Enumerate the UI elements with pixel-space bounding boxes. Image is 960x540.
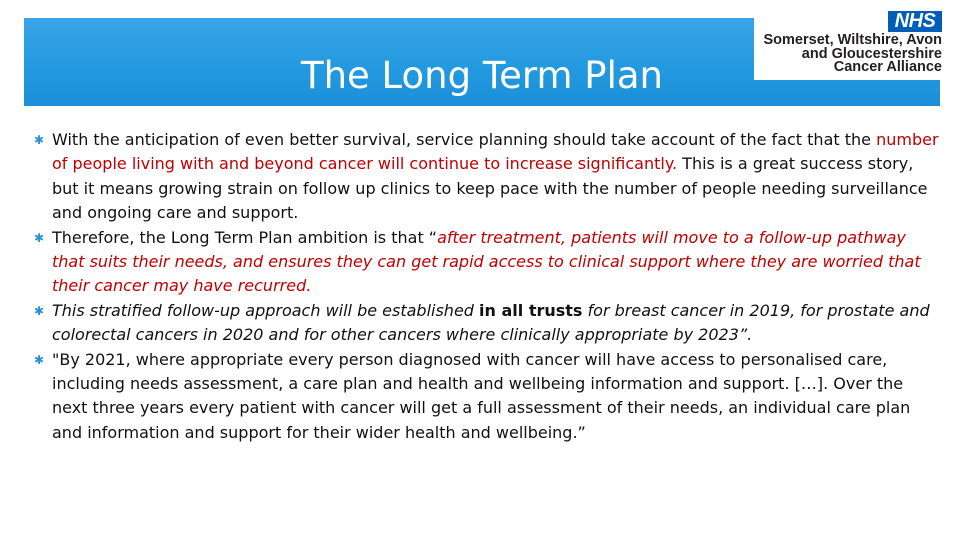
- org-name-line-1: Somerset, Wiltshire, Avon: [763, 32, 942, 48]
- org-name-line-3: Cancer Alliance: [833, 59, 942, 75]
- nhs-logo: NHS: [888, 11, 942, 32]
- organisation-name: [764, 34, 942, 75]
- bullet-2-quote: after treatment, patients will move to a follow-up pathway that suits their needs, and ensures they can get rapid access to clinical support where they are worried that their cancer may have recurred.: [52, 227, 921, 296]
- bullet-item-3: [34, 299, 940, 348]
- asterisk-bullet-icon: ✱: [34, 133, 45, 147]
- bullet-3-text-a: This stratified follow-up approach will be established: [52, 300, 480, 320]
- slide-title-text: The Long Term Plan: [300, 54, 664, 97]
- asterisk-bullet-icon: ✱: [34, 303, 45, 318]
- bullet-2-text-a: Therefore, the Long Term Plan ambition is that “: [52, 227, 438, 247]
- bullet-4-text: "By 2021, where appropriate every person diagnosed with cancer will have access to personalised care, including needs assessment, a care plan and health and wellbeing information and support. […]. Over the next three years every patient with cancer will get a full assessment of their needs, an individual care plan and information and support for their wider health and wellbeing.”: [52, 349, 911, 442]
- bullet-1-highlight: number of people living with and beyond cancer will continue to increase significantly.: [52, 130, 939, 174]
- asterisk-bullet-icon: ✱: [34, 352, 45, 367]
- bullet-3-text-b: for breast cancer in 2019, for prostate and colorectal cancers in 2020 and for other cancers where clinically appropriate by 2023”.: [52, 300, 930, 345]
- bullet-1-text-b: This is a great success story, but it means growing strain on follow up clinics to keep pace with the number of people needing surveillance and ongoing care and support.: [52, 154, 928, 223]
- asterisk-bullet-icon: ✱: [34, 230, 45, 245]
- bullet-item-4: [34, 348, 940, 446]
- bullet-item-1: [34, 128, 940, 226]
- bullet-3-emphasis: in all trusts: [479, 300, 583, 320]
- bullet-item-2: [34, 226, 940, 299]
- org-name-line-2: and Gloucestershire: [801, 45, 942, 62]
- bullet-1-text-a: With the anticipation of even better survival, service planning should take account of the fact that the: [52, 130, 877, 149]
- cancer-alliance-logo: [754, 8, 946, 80]
- bullet-list: [34, 128, 940, 445]
